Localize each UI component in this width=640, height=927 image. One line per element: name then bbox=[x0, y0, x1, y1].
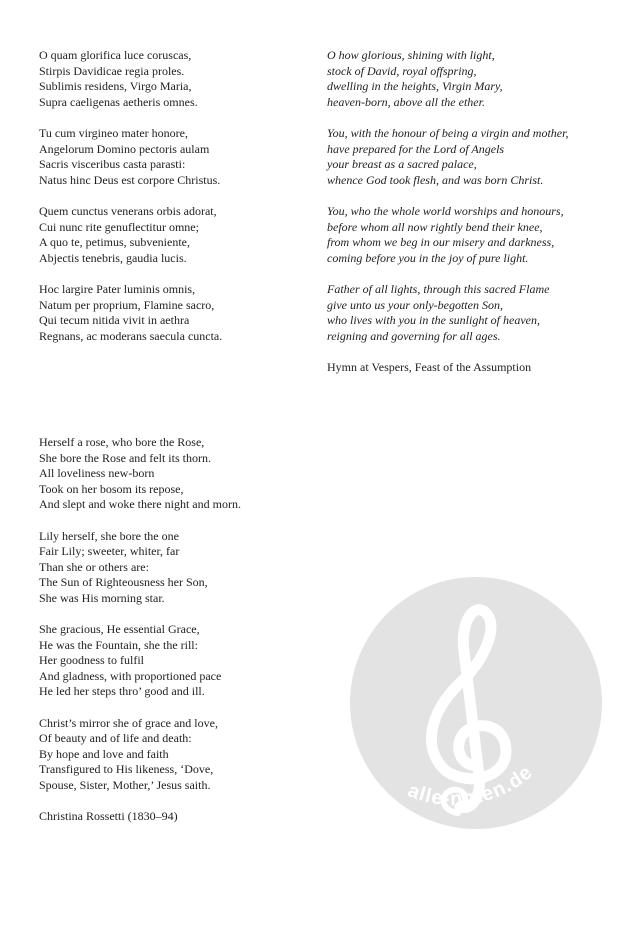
verse-line: Father of all lights, through this sacred Flame bbox=[327, 282, 550, 296]
english-stanza-4 bbox=[327, 282, 617, 344]
english-stanza-3 bbox=[327, 204, 617, 266]
verse-line: You, who the whole world worships and honours, bbox=[327, 204, 564, 218]
verse-line: have prepared for the Lord of Angels bbox=[327, 141, 505, 156]
latin-hymn bbox=[39, 48, 299, 360]
poem-stanza-2 bbox=[39, 529, 319, 607]
poem-attribution: Christina Rossetti (1830–94) bbox=[39, 809, 178, 823]
verse-line: Of beauty and of life and death: bbox=[39, 731, 192, 745]
verse-line: Sacris visceribus casta parasti: bbox=[39, 157, 186, 171]
verse-line: Quem cunctus venerans orbis adorat, bbox=[39, 204, 217, 218]
poem-stanza-3 bbox=[39, 622, 319, 700]
verse-line: He was the Fountain, she the rill: bbox=[39, 637, 198, 652]
verse-line: By hope and love and faith bbox=[39, 746, 169, 761]
verse-line: She gracious, He essential Grace, bbox=[39, 622, 200, 636]
verse-line: before whom all now rightly bend their knee, bbox=[327, 219, 543, 234]
verse-line: Than she or others are: bbox=[39, 559, 149, 574]
verse-line: Regnans, ac moderans saecula cuncta. bbox=[39, 328, 223, 343]
verse-line: He led her steps thro’ good and ill. bbox=[39, 684, 205, 698]
verse-line: Supra caeligenas aetheris omnes. bbox=[39, 94, 198, 109]
verse-line: heaven-born, above all the ether. bbox=[327, 94, 485, 109]
english-translation bbox=[327, 48, 617, 376]
verse-line: dwelling in the heights, Virgin Mary, bbox=[327, 79, 503, 93]
verse-line: All loveliness new-born bbox=[39, 466, 155, 480]
verse-line: O how glorious, shining with light, bbox=[327, 48, 495, 62]
verse-line: Herself a rose, who bore the Rose, bbox=[39, 435, 205, 449]
verse-line: She bore the Rose and felt its thorn. bbox=[39, 450, 211, 465]
verse-line: Tu cum virgineo mater honore, bbox=[39, 126, 188, 140]
latin-stanza-4 bbox=[39, 282, 299, 344]
poem-stanza-1 bbox=[39, 435, 319, 513]
verse-line: The Sun of Righteousness her Son, bbox=[39, 575, 208, 589]
verse-line: Her goodness to fulfil bbox=[39, 653, 144, 667]
verse-line: O quam glorifica luce coruscas, bbox=[39, 48, 192, 62]
watermark-text: alle-noten.de bbox=[404, 761, 538, 811]
verse-line: who lives with you in the sunlight of heaven, bbox=[327, 313, 540, 327]
latin-stanza-3 bbox=[39, 204, 299, 266]
verse-line: reigning and governing for all ages. bbox=[327, 328, 501, 343]
verse-line: You, with the honour of being a virgin and mother, bbox=[327, 126, 569, 140]
latin-stanza-2 bbox=[39, 126, 299, 188]
verse-line: Hoc largire Pater luminis omnis, bbox=[39, 282, 196, 296]
watermark bbox=[346, 573, 606, 833]
verse-line: give unto us your only-begotten Son, bbox=[327, 297, 503, 312]
verse-line: from whom we beg in our misery and darkness, bbox=[327, 235, 555, 249]
verse-line: Fair Lily; sweeter, whiter, far bbox=[39, 544, 180, 558]
verse-line: Stirpis Davidicae regia proles. bbox=[39, 63, 185, 78]
verse-line: And slept and woke there night and morn. bbox=[39, 497, 241, 511]
hymn-attribution: Hymn at Vespers, Feast of the Assumption bbox=[327, 360, 532, 374]
verse-line: Natum per proprium, Flamine sacro, bbox=[39, 297, 215, 312]
verse-line: Abjectis tenebris, gaudia lucis. bbox=[39, 250, 187, 265]
verse-line: your breast as a sacred palace, bbox=[327, 157, 477, 171]
verse-line: And gladness, with proportioned pace bbox=[39, 668, 222, 683]
verse-line: She was His morning star. bbox=[39, 590, 165, 605]
treble-clef-icon bbox=[346, 573, 606, 833]
english-stanza-1 bbox=[327, 48, 617, 110]
verse-line: Qui tecum nitida vivit in aethra bbox=[39, 313, 190, 327]
verse-line: stock of David, royal offspring, bbox=[327, 63, 477, 78]
verse-line: Sublimis residens, Virgo Maria, bbox=[39, 79, 192, 93]
verse-line: Took on her bosom its repose, bbox=[39, 481, 184, 496]
verse-line: Christ’s mirror she of grace and love, bbox=[39, 715, 218, 730]
verse-line: Natus hinc Deus est corpore Christus. bbox=[39, 172, 221, 187]
poem-stanza-4 bbox=[39, 716, 319, 794]
verse-line: Spouse, Sister, Mother,’ Jesus saith. bbox=[39, 777, 211, 792]
verse-line: Lily herself, she bore the one bbox=[39, 528, 179, 543]
verse-line: whence God took flesh, and was born Christ. bbox=[327, 172, 544, 187]
verse-line: A quo te, petimus, subveniente, bbox=[39, 235, 190, 249]
latin-stanza-1 bbox=[39, 48, 299, 110]
verse-line: Angelorum Domino pectoris aulam bbox=[39, 141, 210, 156]
verse-line: coming before you in the joy of pure light. bbox=[327, 250, 529, 265]
english-stanza-2 bbox=[327, 126, 617, 188]
rossetti-poem bbox=[39, 435, 319, 825]
verse-line: Transfigured to His likeness, ‘Dove, bbox=[39, 762, 214, 776]
verse-line: Cui nunc rite genuflectitur omne; bbox=[39, 219, 199, 234]
